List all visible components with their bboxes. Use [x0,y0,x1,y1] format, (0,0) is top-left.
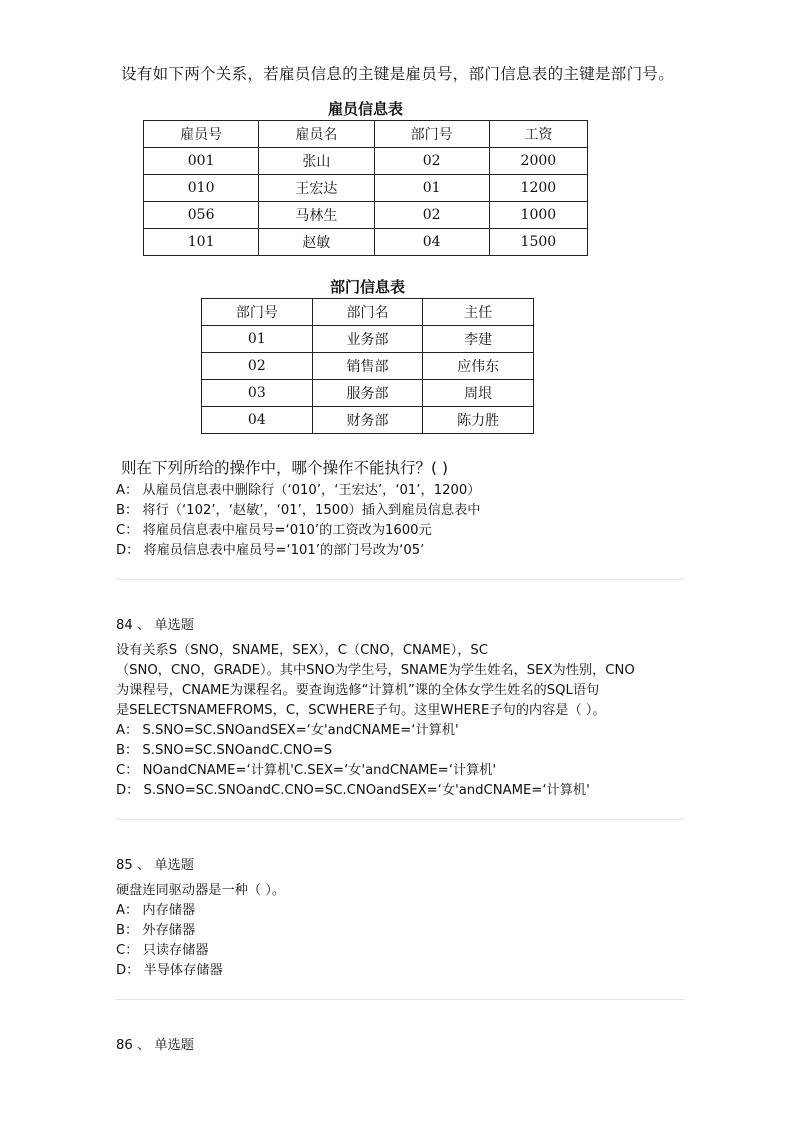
q85-option-a[interactable]: A： 内存储器 [116,903,196,918]
q83-option-c[interactable]: C： 将雇员信息表中雇员号=‘010’的工资改为1600元 [116,523,432,538]
table-cell: 陈力胜 [423,407,534,434]
table-row [202,407,534,434]
table-cell: 王宏达 [259,175,374,202]
q83-intro: 设有如下两个关系，若雇员信息的主键是雇员号，部门信息表的主键是部门号。 [121,65,675,83]
table-row [144,175,588,202]
employee-table [143,120,588,256]
q85-option-d[interactable]: D： 半导体存储器 [116,963,223,978]
table-cell: 李建 [423,326,534,353]
table-cell: 财务部 [312,407,423,434]
q83-option-d[interactable]: D： 将雇员信息表中雇员号=‘101’的部门号改为‘05’ [116,543,425,558]
q84-stem-line: 为课程号，CNAME为课程名。要查询选修“计算机”课的全体女学生姓名的SQL语句 [116,683,600,698]
table-row [202,353,534,380]
q84-stem-line: （SNO，CNO，GRADE）。其中SNO为学生号，SNAME为学生姓名，SEX为性别，CNO [116,663,635,678]
table-row [144,202,588,229]
table-cell: 销售部 [312,353,423,380]
employee-table-caption: 雇员信息表 [327,100,403,118]
table-cell: 服务部 [312,380,423,407]
table-cell: 业务部 [312,326,423,353]
employee-col-header: 部门号 [374,121,489,148]
table-cell: 001 [144,148,259,175]
q85-option-b[interactable]: B： 外存储器 [116,923,196,938]
q84-stem-line: 设有关系S（SNO，SNAME，SEX），C（CNO，CNAME），SC [116,643,488,658]
employee-col-header: 雇员号 [144,121,259,148]
q83-option-a[interactable]: A： 从雇员信息表中删除行（‘010’，‘王宏达’，‘01’，1200） [116,483,481,498]
q83-question: 则在下列所给的操作中，哪个操作不能执行？( ) [121,459,449,477]
q85-option-c[interactable]: C： 只读存储器 [116,943,209,958]
q84-option-a[interactable]: A： S.SNO=SC.SNOandSEX=‘女'andCNAME=‘计算机' [116,723,459,738]
table-cell: 04 [374,229,489,256]
dept-table-caption: 部门信息表 [329,278,405,296]
table-cell: 056 [144,202,259,229]
table-cell: 04 [202,407,313,434]
table-cell: 02 [374,148,489,175]
table-cell: 应伟东 [423,353,534,380]
table-cell: 03 [202,380,313,407]
table-cell: 1500 [489,229,587,256]
q85-stem-line: 硬盘连同驱动器是一种（ ）。 [116,883,286,898]
table-cell: 1200 [489,175,587,202]
question-divider [116,819,684,820]
employee-col-header: 工资 [489,121,587,148]
q86-header: 86 、 单选题 [116,1038,194,1053]
dept-col-header: 部门名 [312,299,423,326]
table-row [202,326,534,353]
q85-header: 85 、 单选题 [116,858,194,873]
table-cell: 2000 [489,148,587,175]
q83-option-b[interactable]: B： 将行（‘102’，‘赵敏’，‘01’，1500）插入到雇员信息表中 [116,503,481,518]
q84-option-b[interactable]: B： S.SNO=SC.SNOandC.CNO=S [116,743,333,758]
table-cell: 010 [144,175,259,202]
employee-col-header: 雇员名 [259,121,374,148]
table-cell: 101 [144,229,259,256]
table-cell: 02 [202,353,313,380]
table-row [202,380,534,407]
dept-col-header: 部门号 [202,299,313,326]
dept-table [201,298,534,434]
question-divider [116,579,684,580]
table-cell: 02 [374,202,489,229]
q84-option-c[interactable]: C： NOandCNAME=‘计算机'C.SEX=‘女'andCNAME=‘计算机' [116,763,497,778]
table-cell: 张山 [259,148,374,175]
q84-header: 84 、 单选题 [116,618,194,633]
table-cell: 01 [202,326,313,353]
dept-col-header: 主任 [423,299,534,326]
table-row [144,148,588,175]
table-cell: 1000 [489,202,587,229]
table-cell: 周垠 [423,380,534,407]
table-row [144,229,588,256]
dept-table-header-row [202,299,534,326]
employee-table-header-row [144,121,588,148]
q84-stem-line: 是SELECTSNAMEFROMS，C，SCWHERE子句。这里WHERE子句的内容是（ ）。 [116,703,606,718]
q84-option-d[interactable]: D： S.SNO=SC.SNOandC.CNO=SC.CNOandSEX=‘女'andCNAME=‘计算机' [116,783,590,798]
table-cell: 赵敏 [259,229,374,256]
table-cell: 马林生 [259,202,374,229]
question-divider [116,999,684,1000]
table-cell: 01 [374,175,489,202]
